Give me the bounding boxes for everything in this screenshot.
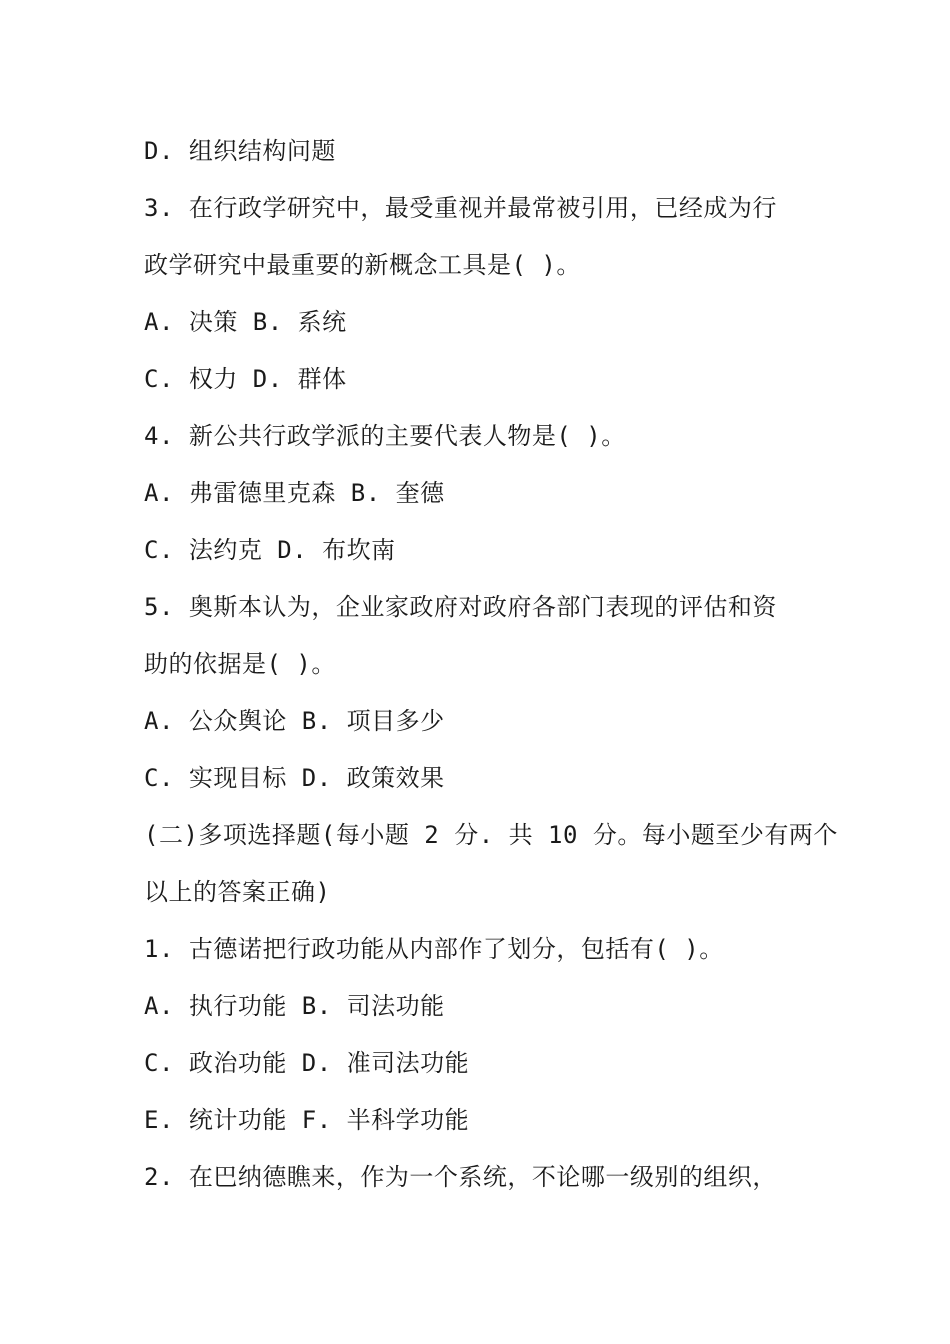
answer-option-line: D. 组织结构问题 bbox=[144, 137, 336, 165]
question-4-text: 4. 新公共行政学派的主要代表人物是( )。 bbox=[144, 422, 626, 450]
answer-option-line: E. 统计功能 F. 半科学功能 bbox=[144, 1106, 470, 1134]
multi-question-2-text: 2. 在巴纳德瞧来，作为一个系统，不论哪一级别的组织， bbox=[144, 1163, 777, 1191]
question-5-text: 5. 奥斯本认为，企业家政府对政府各部门表现的评估和资 bbox=[144, 593, 777, 621]
multi-question-1-text: 1. 古德诺把行政功能从内部作了划分，包括有( )。 bbox=[144, 935, 724, 963]
answer-option-line: A. 决策 B. 系统 bbox=[144, 308, 347, 336]
answer-option-line: A. 公众舆论 B. 项目多少 bbox=[144, 707, 445, 735]
question-5-text-continued: 助的依据是( )。 bbox=[144, 650, 336, 678]
answer-option-line: A. 弗雷德里克森 B. 奎德 bbox=[144, 479, 445, 507]
answer-option-line: A. 执行功能 B. 司法功能 bbox=[144, 992, 445, 1020]
answer-option-line: C. 法约克 D. 布坎南 bbox=[144, 536, 396, 564]
section-heading-continued: 以上的答案正确) bbox=[144, 878, 331, 906]
question-3-text: 3. 在行政学研究中，最受重视并最常被引用，已经成为行 bbox=[144, 194, 777, 222]
answer-option-line: C. 实现目标 D. 政策效果 bbox=[144, 764, 445, 792]
answer-option-line: C. 权力 D. 群体 bbox=[144, 365, 347, 393]
question-3-text-continued: 政学研究中最重要的新概念工具是( )。 bbox=[144, 251, 581, 279]
section-heading: (二)多项选择题(每小题 2 分. 共 10 分。每小题至少有两个 bbox=[144, 821, 838, 849]
answer-option-line: C. 政治功能 D. 准司法功能 bbox=[144, 1049, 470, 1077]
